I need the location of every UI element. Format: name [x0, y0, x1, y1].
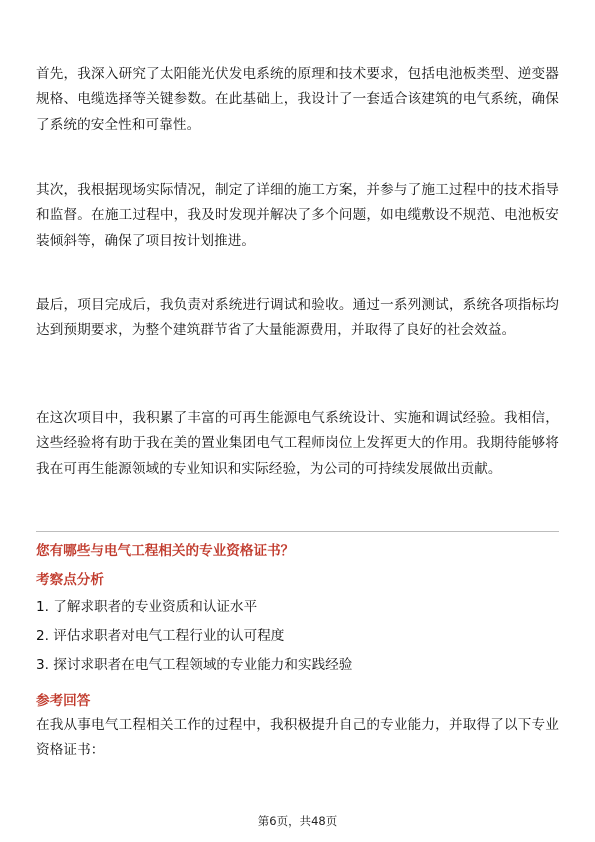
analysis-item: 1. 了解求职者的专业资质和认证水平	[36, 599, 258, 615]
analysis-heading: 考察点分析	[36, 572, 104, 588]
answer-text: 在我从事电气工程相关工作的过程中，我积极提升自己的专业能力，并取得了以下专业资格证书：	[36, 717, 559, 759]
section-divider	[36, 531, 559, 532]
analysis-item: 3. 探讨求职者在电气工程领域的专业能力和实践经验	[36, 657, 353, 673]
question-title: 您有哪些与电气工程相关的专业资格证书？	[36, 543, 295, 559]
answer-heading: 参考回答	[36, 693, 91, 709]
paragraph-summary: 在这次项目中，我积累了丰富的可再生能源电气系统设计、实施和调试经验。我相信，这些经验将有助于我在美的置业集团电气工程师岗位上发挥更大的作用。我期待能够将我在可再生能源领域的专业知识和实际经验，为公司的可持续发展做出贡献。	[36, 410, 559, 477]
page-number: 第6页，共48页	[257, 814, 338, 828]
paragraph-acceptance: 最后，项目完成后，我负责对系统进行调试和验收。通过一系列测试，系统各项指标均达到预期要求，为整个建筑群节省了大量能源费用，并取得了良好的社会效益。	[36, 297, 559, 339]
paragraph-design: 首先，我深入研究了太阳能光伏发电系统的原理和技术要求，包括电池板类型、逆变器规格、电缆选择等关键参数。在此基础上，我设计了一套适合该建筑的电气系统，确保了系统的安全性和可靠性。	[36, 66, 559, 133]
paragraph-construction: 其次，我根据现场实际情况，制定了详细的施工方案，并参与了施工过程中的技术指导和监督。在施工过程中，我及时发现并解决了多个问题，如电缆敷设不规范、电池板安装倾斜等，确保了项目按计划推进。	[36, 182, 559, 249]
analysis-item: 2. 评估求职者对电气工程行业的认可程度	[36, 628, 285, 644]
